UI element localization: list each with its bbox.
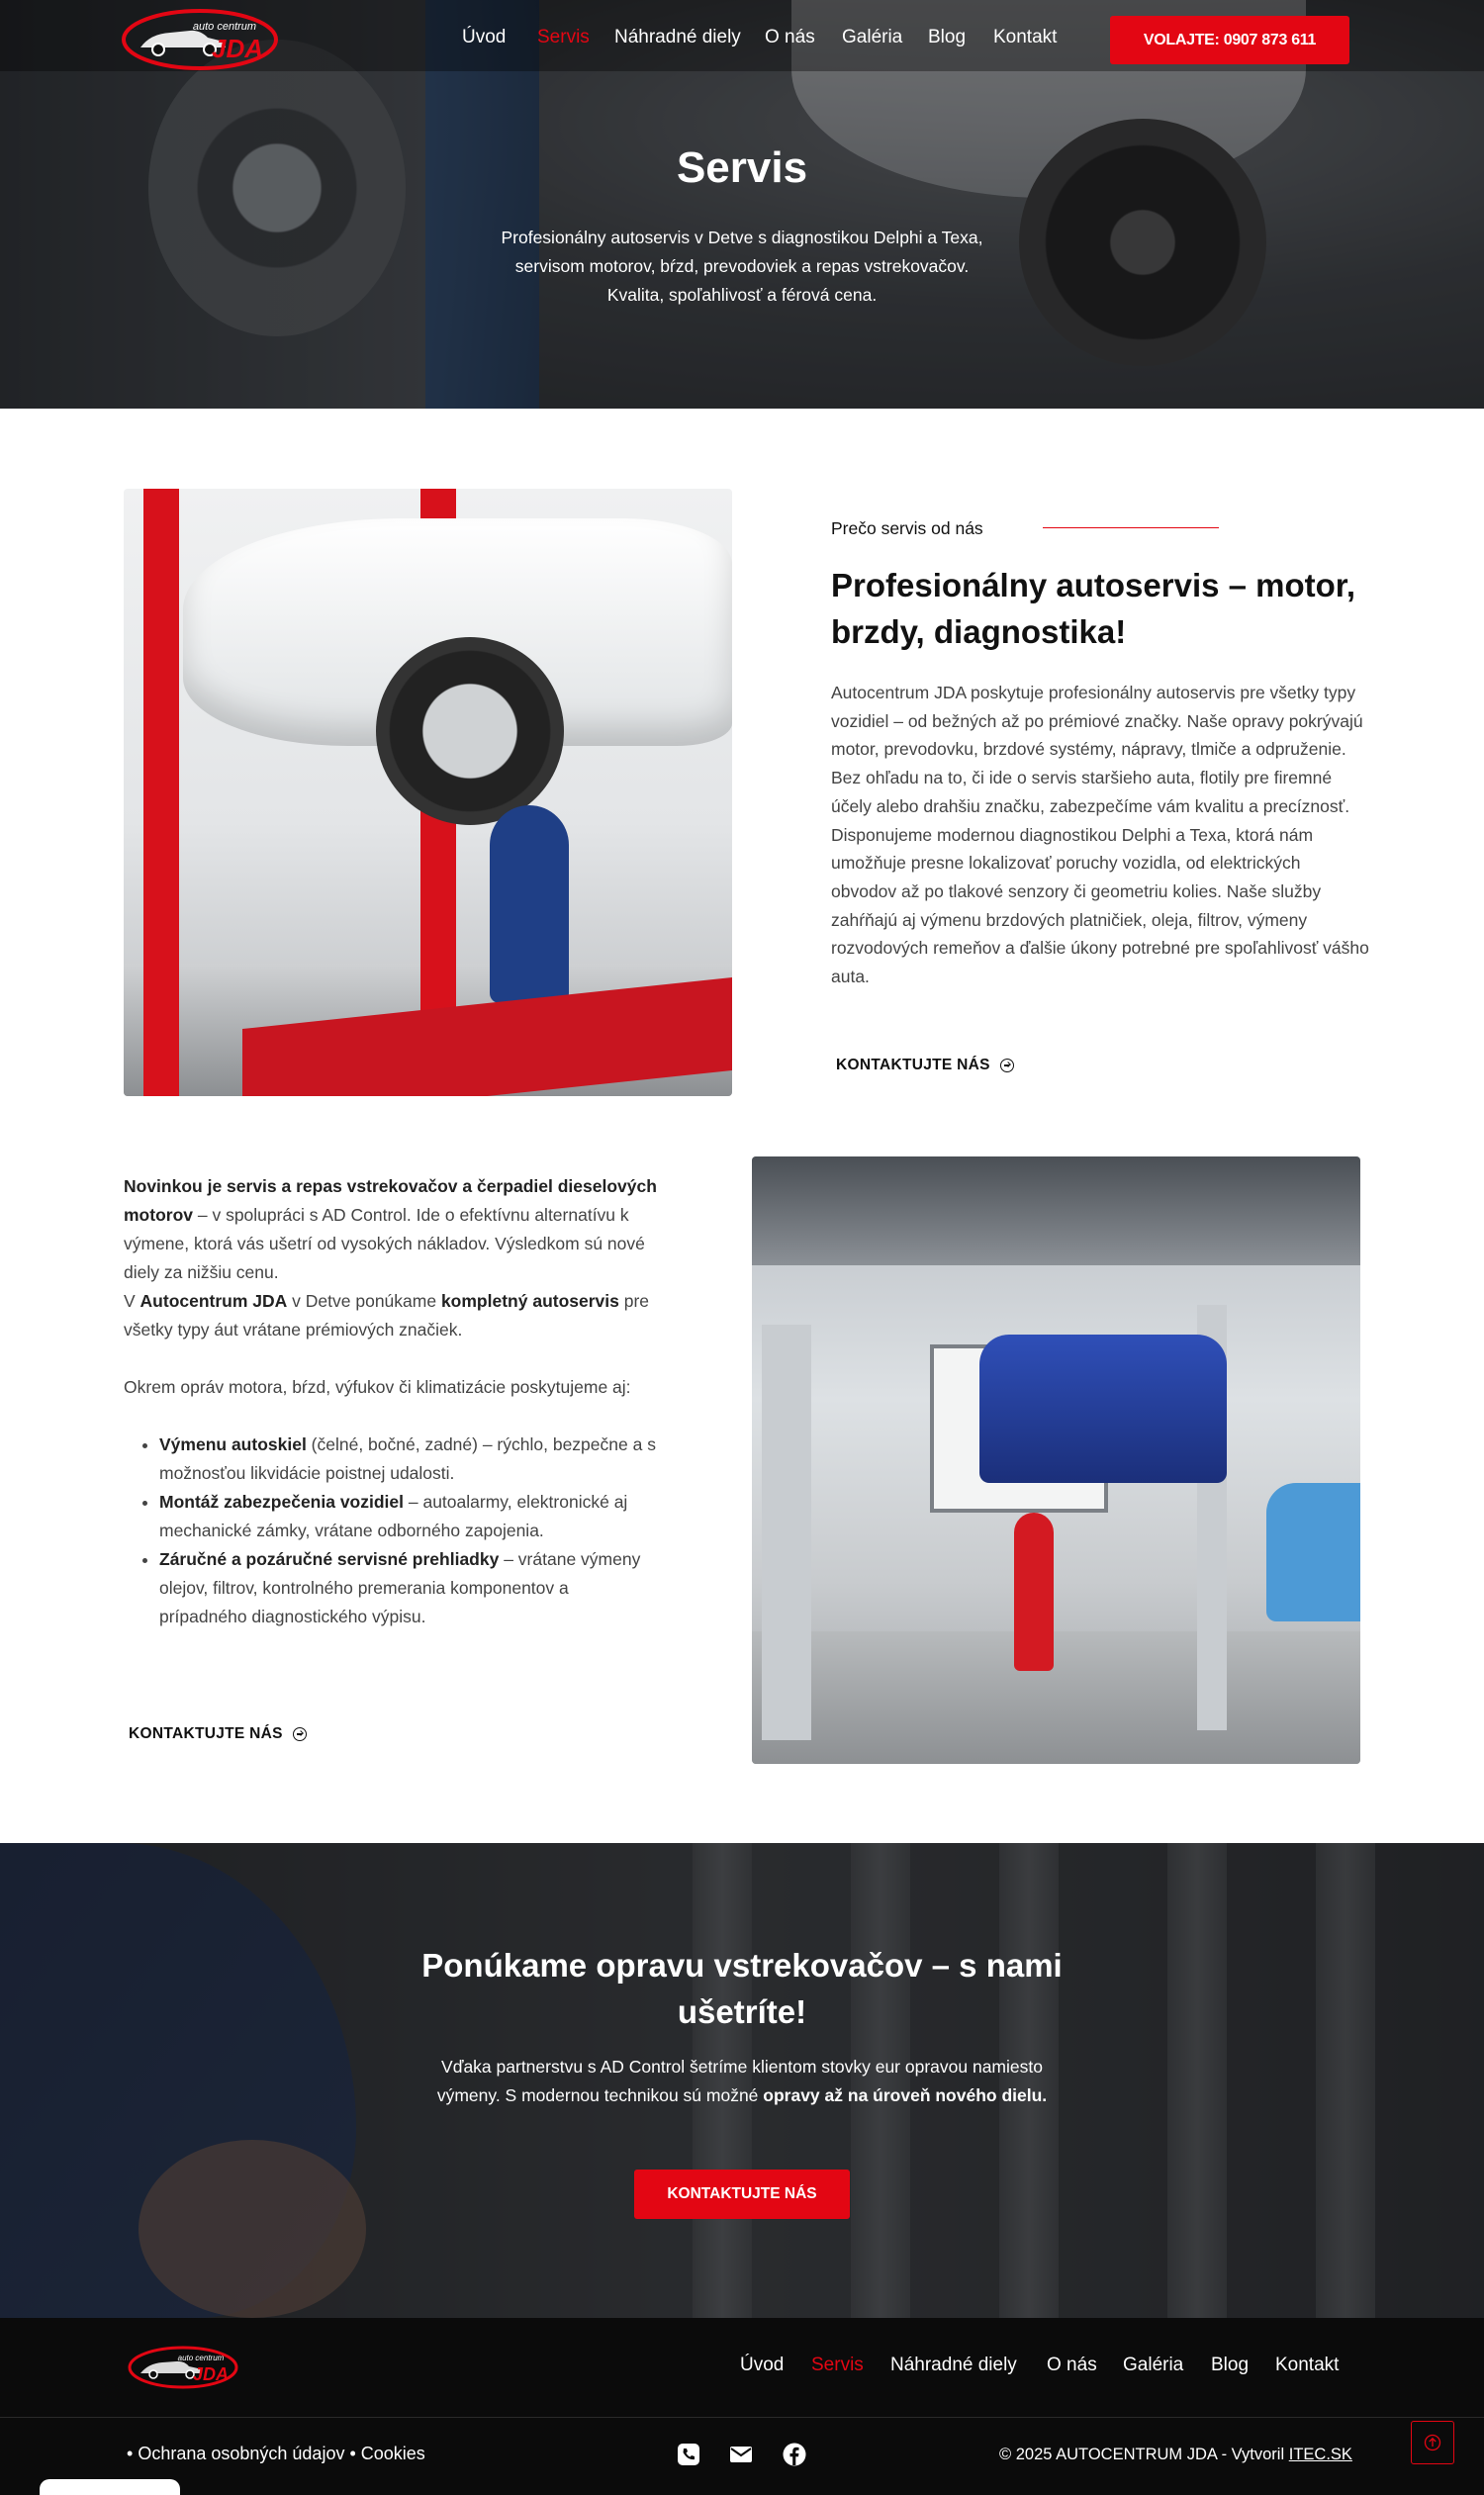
site-header [0,0,1484,71]
creator-link[interactable]: ITEC.SK [1288,2446,1352,2463]
list-item [159,1545,658,1631]
section-title: Profesionálny autoservis – motor, brzdy, diagnostika! [831,567,1355,650]
intro-bold-1: Novinkou je servis a repas vstrekovačov a čerpadiel dieselových motorov [124,1176,657,1225]
logo-top-text: auto centrum [192,21,257,33]
contact-link-label: KONTAKTUJTE NÁS [836,1057,990,1073]
nav-item-uvod[interactable]: Úvod [462,27,507,47]
nav-item-blog[interactable]: Blog [928,27,967,47]
services-text [124,1172,658,1631]
footer-nav-uvod[interactable]: Úvod [740,2355,785,2375]
cookies-link[interactable]: Cookies [360,2444,425,2463]
nav-item-kontakt[interactable]: Kontakt [993,27,1058,47]
photo-roof [752,1156,1360,1265]
list-item-text: – autoalarmy, elektronické aj mechanické zámky, vrátane odborného zapojenia. [159,1492,628,1540]
cta-text-bold: opravy až na úroveň nového dielu. [763,2085,1048,2105]
arrow-circle-icon [1000,1059,1014,1072]
cta-contact-button[interactable]: KONTAKTUJTE NÁS [634,2170,850,2219]
cookie-settings-tab[interactable] [40,2479,180,2495]
photo-light-blue-car [1266,1483,1360,1621]
footer-divider [0,2417,1484,2418]
intro-text-1: – v spolupráci s AD Control. Ide o efektívnu alternatívu k výmene, ktorá vás ušetrí od vysokých nákladov. Výsledkom sú nové diely za nižšiu cenu. [124,1205,645,1282]
nav-item-servis[interactable]: Servis [537,27,590,47]
list-item-title: Záručné a pozáručné servisné prehliadky [159,1549,500,1569]
eyebrow-divider [1043,527,1219,528]
list-item-text: – vrátane výmeny olejov, filtrov, kontrolného premerania komponentov a prípadného diagnostického výpisu. [159,1549,641,1626]
photo-lift-post [143,489,179,1096]
footer-logo-brand: JDA [192,2364,230,2384]
cta-text-main: Vďaka partnerstvu s AD Control šetríme klientom stovky eur opravou namiesto výmeny. S modernou technikou sú možné [436,2057,1043,2105]
logo-brand: JDA [211,34,264,63]
footer-nav-blog[interactable]: Blog [1211,2355,1250,2375]
legal-links: • Ochrana osobných údajov • Cookies [127,2444,425,2463]
privacy-link[interactable]: Ochrana osobných údajov [138,2444,345,2463]
services-intro [124,1172,658,1344]
services-lead: Okrem opráv motora, bŕzd, výfukov či klimatizácie poskytujeme aj: [124,1377,631,1397]
intro-text-3: v Detve ponúkame [287,1291,441,1311]
photo-wheel [376,637,564,825]
footer-logo-top-text: auto centrum [177,2354,225,2362]
contact-link-label: KONTAKTUJTE NÁS [129,1725,283,1742]
cta-title: Ponúkame opravu vstrekovačov – s nami ušetríte! [421,1947,1063,2030]
arrow-circle-icon [293,1727,307,1741]
list-item [159,1431,658,1488]
list-item-title: Výmenu autoskiel [159,1434,307,1454]
footer-nav-kontakt[interactable]: Kontakt [1275,2355,1340,2375]
hero-subtitle: Profesionálny autoservis v Detve s diagnostikou Delphi a Texa, servisom motorov, bŕzd, prevodoviek a repas vstrekovačov. Kvalita, spoľahlivosť a férová cena. [501,228,983,305]
intro-text-2: V [124,1291,140,1311]
service-photo-garage [752,1156,1360,1764]
footer-nav-galeria[interactable]: Galéria [1123,2355,1184,2375]
cta-text [416,2053,1068,2110]
photo-lift-post [762,1325,811,1740]
footer-nav-nahradne-diely[interactable]: Náhradné diely [890,2355,1017,2375]
photo-mechanic [490,805,569,1003]
copyright-text: © 2025 AUTOCENTRUM JDA - Vytvoril [999,2446,1289,2463]
list-item [159,1488,658,1545]
list-item-title: Montáž zabezpečenia vozidiel [159,1492,404,1512]
photo-blue-car [979,1335,1227,1483]
copyright [999,2446,1352,2464]
arrow-up-icon [1424,2434,1441,2451]
photo-mechanic [1014,1513,1054,1671]
scroll-to-top-button[interactable] [1411,2421,1454,2464]
service-photo-lift [124,489,732,1096]
services-list [159,1431,658,1631]
phone-icon[interactable] [676,2442,701,2467]
facebook-icon[interactable] [782,2442,807,2467]
page-title: Servis [676,143,808,192]
intro-bold-2: Autocentrum JDA [139,1291,288,1311]
call-button[interactable]: VOLAJTE: 0907 873 611 [1110,16,1349,64]
nav-item-o-nas[interactable]: O nás [765,27,815,47]
photo-floor [752,1631,1360,1764]
section-body: Autocentrum JDA poskytuje profesionálny autoservis pre všetky typy vozidiel – od bežných až po prémiové značky. Naše opravy pokrývajú motor, prevodovku, brzdové systémy, nápravy, tlmiče a odpruženie. Bez ohľadu na to, či ide o servis staršieho auta, flotily pre firemné účely alebo drahšiu značku, zabezpečíme vám kvalitu a precíznosť. Disponujeme modernou diagnostikou Delphi a Texa, ktorá nám umožňuje presne lokalizovať poruchy vozidla, od elektrických obvodov až po tlakové senzory či geometriu kolies. Naše služby zahŕňajú aj výmenu brzdových platničiek, oleja, filtrov, výmeny rozvodových remeňov a ďalšie úkony potrebné pre spoľahlivosť vášho auta. [831,683,1369,987]
mail-icon[interactable] [728,2442,754,2467]
section-eyebrow: Prečo servis od nás [831,518,983,538]
footer-nav-o-nas[interactable]: O nás [1047,2355,1097,2375]
site-logo[interactable] [121,8,279,71]
nav-item-galeria[interactable]: Galéria [842,27,903,47]
contact-link-2[interactable] [129,1725,307,1743]
list-item-text: (čelné, bočné, zadné) – rýchlo, bezpečne a s možnosťou likvidácie poistnej udalosti. [159,1434,656,1483]
contact-link-1[interactable] [836,1057,1014,1074]
intro-bold-3: kompletný autoservis [440,1291,619,1311]
nav-item-nahradne-diely[interactable]: Náhradné diely [614,27,741,47]
intro-text-4: pre všetky typy áut vrátane prémiových značiek. [124,1291,650,1340]
footer-logo[interactable] [127,2345,239,2390]
footer-nav-servis[interactable]: Servis [811,2355,864,2375]
